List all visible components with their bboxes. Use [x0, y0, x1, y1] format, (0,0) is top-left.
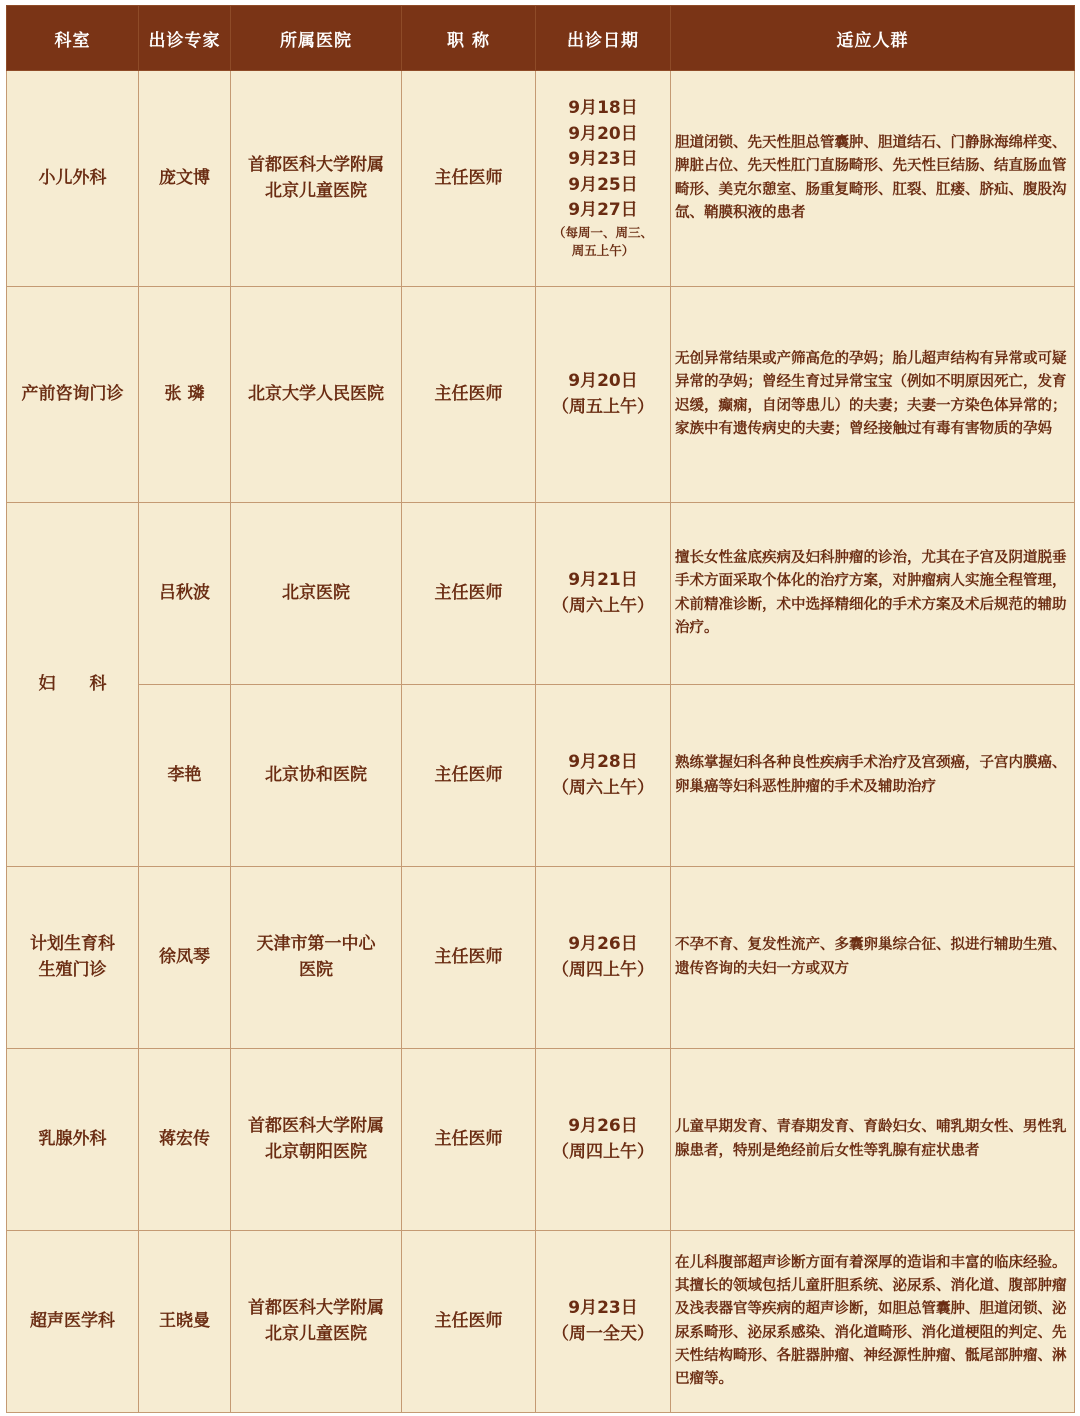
- header-date: 出诊日期: [536, 6, 671, 71]
- description-cell: 儿童早期发育、青春期发育、育龄妇女、哺乳期女性、男性乳腺患者，特别是绝经前后女性等乳腺有症状患者: [671, 1049, 1075, 1231]
- hospital-line: 北京儿童医院: [265, 1323, 367, 1344]
- date-line: 9月20日: [568, 371, 638, 391]
- department-line: 计划生育科: [30, 934, 115, 954]
- date-cell: [536, 1231, 671, 1413]
- date-note: 周五上午）: [571, 243, 635, 259]
- title-cell: 主任医师: [402, 287, 536, 503]
- header-target-patients: 适应人群: [671, 6, 1075, 71]
- date-cell: [536, 503, 671, 685]
- hospital-line: 北京朝阳医院: [265, 1141, 367, 1162]
- header-department: 科室: [7, 6, 139, 71]
- hospital-line: 北京儿童医院: [265, 180, 367, 201]
- hospital-line: 首都医科大学附属: [248, 1298, 384, 1318]
- expert-cell: 徐凤琴: [139, 867, 231, 1049]
- expert-cell: 张 璘: [139, 287, 231, 503]
- title-cell: 主任医师: [402, 1231, 536, 1413]
- department-cell: 小儿外科: [7, 71, 139, 287]
- date-cell: [536, 867, 671, 1049]
- date-line: 9月27日: [568, 200, 638, 220]
- hospital-cell: [231, 71, 402, 287]
- description-cell: 熟练掌握妇科各种良性疾病手术治疗及宫颈癌，子宫内膜癌、卵巢癌等妇科恶性肿瘤的手术及辅助治疗: [671, 685, 1075, 867]
- hospital-cell: [231, 867, 402, 1049]
- description-cell: 胆道闭锁、先天性胆总管囊肿、胆道结石、门静脉海绵样变、脾脏占位、先天性肛门直肠畸形、先天性巨结肠、结直肠血管畸形、美克尔憩室、肠重复畸形、肛裂、肛瘘、脐疝、腹股沟氙、鞘膜积液的患者: [671, 71, 1075, 287]
- department-cell: 产前咨询门诊: [7, 287, 139, 503]
- department-label: 妇 科: [38, 673, 121, 694]
- title-cell: 主任医师: [402, 685, 536, 867]
- title-cell: 主任医师: [402, 1049, 536, 1231]
- expert-cell: 庞文博: [139, 71, 231, 287]
- date-cell: [536, 685, 671, 867]
- date-note: （每周一、周三、: [552, 224, 653, 240]
- date-line: 9月25日: [568, 174, 638, 195]
- clinic-schedule-table: [6, 5, 1075, 1413]
- hospital-cell: [231, 1231, 402, 1413]
- header-row: [7, 6, 1075, 71]
- hospital-line: 北京医院: [282, 582, 350, 603]
- date-line: （周一全天）: [552, 1323, 654, 1344]
- table-row: [7, 867, 1075, 1049]
- date-line: 9月20日: [568, 123, 638, 144]
- hospital-cell: [231, 503, 402, 685]
- table-row: [7, 71, 1075, 287]
- hospital-line: 首都医科大学附属: [248, 155, 384, 175]
- date-line: （周四上午）: [552, 959, 654, 980]
- description-cell: 在儿科腹部超声诊断方面有着深厚的造诣和丰富的临床经验。其擅长的领域包括儿童肝胆系统、泌尿系、消化道、腹部肿瘤及浅表器官等疾病的超声诊断，如胆总管囊肿、胆道闭锁、泌尿系畸形、泌尿系感染、消化道畸形、消化道梗阻的判定、先天性结构畸形、各脏器肿瘤、神经源性肿瘤、骶尾部肿瘤、淋巴瘤等。: [671, 1231, 1075, 1413]
- date-cell: [536, 1049, 671, 1231]
- hospital-line: 北京大学人民医院: [248, 383, 384, 404]
- header-title: 职 称: [402, 6, 536, 71]
- expert-cell: 李艳: [139, 685, 231, 867]
- description-cell: 不孕不育、复发性流产、多囊卵巢综合征、拟进行辅助生殖、遗传咨询的夫妇一方或双方: [671, 867, 1075, 1049]
- date-line: （周四上午）: [552, 1141, 654, 1162]
- date-line: 9月21日: [568, 570, 638, 590]
- expert-cell: 吕秋波: [139, 503, 231, 685]
- hospital-line: 首都医科大学附属: [248, 1116, 384, 1136]
- department-cell: 超声医学科: [7, 1231, 139, 1413]
- description-cell: 擅长女性盆底疾病及妇科肿瘤的诊治，尤其在子宫及阴道脱垂手术方面采取个体化的治疗方案，对肿瘤病人实施全程管理，术前精准诊断，术中选择精细化的手术方案及术后规范的辅助治疗。: [671, 503, 1075, 685]
- date-line: 9月23日: [568, 1298, 638, 1318]
- date-line: （周六上午）: [552, 595, 654, 616]
- table-row: [7, 503, 1075, 685]
- expert-cell: 王晓曼: [139, 1231, 231, 1413]
- table-row: [7, 1049, 1075, 1231]
- date-cell: [536, 287, 671, 503]
- hospital-cell: [231, 287, 402, 503]
- header-expert: 出诊专家: [139, 6, 231, 71]
- date-line: 9月28日: [568, 752, 638, 772]
- hospital-cell: [231, 1049, 402, 1231]
- date-line: （周五上午）: [552, 396, 654, 417]
- expert-cell: 蒋宏传: [139, 1049, 231, 1231]
- date-line: 9月18日: [568, 98, 638, 118]
- header-hospital: 所属医院: [231, 6, 402, 71]
- date-line: 9月23日: [568, 149, 638, 169]
- title-cell: 主任医师: [402, 867, 536, 1049]
- department-cell: [7, 867, 139, 1049]
- date-cell: [536, 71, 671, 287]
- table-row: [7, 287, 1075, 503]
- table-row: [7, 1231, 1075, 1413]
- department-cell: 乳腺外科: [7, 1049, 139, 1231]
- description-cell: 无创异常结果或产筛高危的孕妈；胎儿超声结构有异常或可疑异常的孕妈；曾经生育过异常宝宝（例如不明原因死亡，发育迟缓，癫痫，自闭等患儿）的夫妻；夫妻一方染色体异常的；家族中有遗传病史的夫妻；曾经接触过有毒有害物质的孕妈: [671, 287, 1075, 503]
- hospital-cell: [231, 685, 402, 867]
- hospital-line: 北京协和医院: [265, 764, 367, 785]
- date-line: 9月26日: [568, 1116, 638, 1136]
- department-cell: [7, 503, 139, 867]
- hospital-line: 医院: [299, 959, 333, 980]
- title-cell: 主任医师: [402, 71, 536, 287]
- date-line: （周六上午）: [552, 777, 654, 798]
- date-line: 9月26日: [568, 934, 638, 954]
- hospital-line: 天津市第一中心: [256, 934, 376, 954]
- department-line: 生殖门诊: [38, 959, 107, 980]
- title-cell: 主任医师: [402, 503, 536, 685]
- table-row: [7, 685, 1075, 867]
